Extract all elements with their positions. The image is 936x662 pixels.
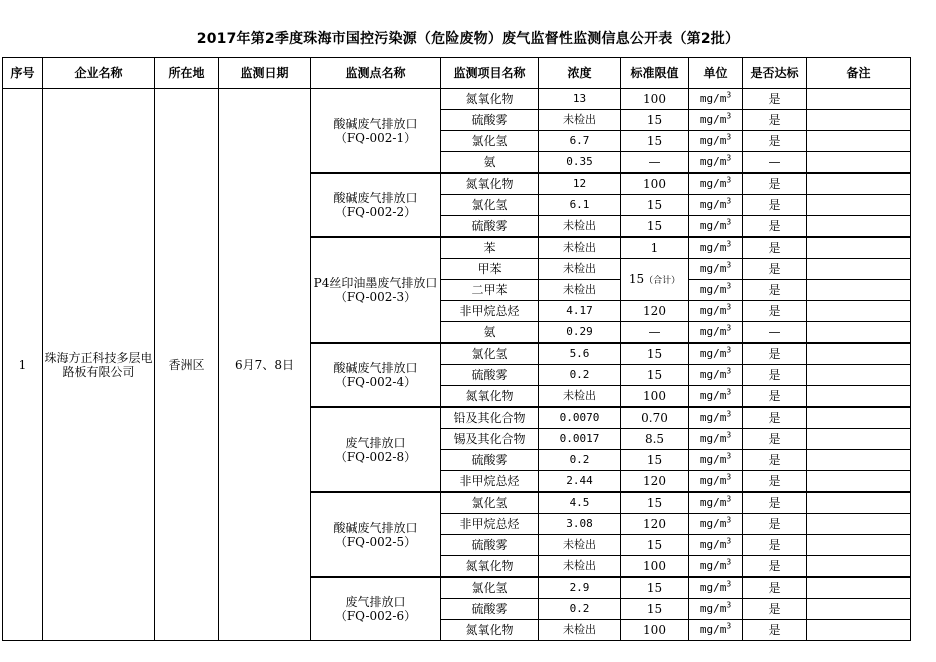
concentration-cell: 未检出 [539,280,621,301]
compliant-cell: 是 [743,259,807,280]
unit-base: mg/m [699,304,727,317]
limit-cell [621,259,689,301]
concentration-cell: 0.35 [539,152,621,174]
point-name: 废气排放口 [345,435,406,450]
unit-cell [689,301,743,322]
unit-base: mg/m [699,474,727,487]
point-code: （FQ-002-1） [334,130,417,145]
unit-base: mg/m [699,198,727,211]
header-limit: 标准限值 [621,58,689,89]
limit-value: 15 [628,271,645,286]
concentration-cell: 未检出 [539,535,621,556]
limit-cell: — [621,322,689,344]
item-cell: 硫酸雾 [441,216,539,238]
compliant-cell: 是 [743,280,807,301]
header-company: 企业名称 [43,58,155,89]
header-location: 所在地 [155,58,219,89]
remarks-cell [807,280,911,301]
concentration-cell: 未检出 [539,620,621,641]
remarks-cell [807,365,911,386]
concentration-cell: 0.2 [539,599,621,620]
limit-cell: 15 [621,216,689,238]
compliant-cell: 是 [743,195,807,216]
unit-base: mg/m [699,347,727,360]
concentration-cell: 未检出 [539,386,621,408]
unit-cell [689,535,743,556]
concentration-cell: 0.0017 [539,429,621,450]
unit-exponent: 3 [726,132,732,142]
monitoring-point-cell [311,237,441,343]
unit-exponent: 3 [726,600,732,610]
item-cell: 铅及其化合物 [441,407,539,429]
unit-exponent: 3 [726,579,732,589]
unit-exponent: 3 [726,515,732,525]
unit-cell [689,471,743,493]
remarks-cell [807,471,911,493]
unit-exponent: 3 [726,621,732,631]
limit-cell: 120 [621,301,689,322]
limit-cell: 15 [621,599,689,620]
limit-cell: 100 [621,386,689,408]
item-cell: 锡及其化合物 [441,429,539,450]
concentration-cell: 4.5 [539,492,621,514]
unit-exponent: 3 [726,494,732,504]
unit-base: mg/m [699,219,727,232]
item-cell: 氮氧化物 [441,173,539,195]
unit-exponent: 3 [726,302,732,312]
concentration-cell: 0.2 [539,450,621,471]
remarks-cell [807,343,911,365]
remarks-cell [807,599,911,620]
limit-cell: 15 [621,450,689,471]
concentration-cell: 未检出 [539,110,621,131]
header-seq: 序号 [3,58,43,89]
remarks-cell [807,429,911,450]
table-body [3,89,911,641]
unit-base: mg/m [699,92,727,105]
unit-cell [689,365,743,386]
remarks-cell [807,216,911,238]
unit-cell [689,173,743,195]
limit-cell: 8.5 [621,429,689,450]
item-cell: 硫酸雾 [441,450,539,471]
concentration-cell: 6.1 [539,195,621,216]
concentration-cell: 未检出 [539,556,621,578]
unit-cell [689,237,743,259]
remarks-cell [807,514,911,535]
monitoring-table [2,57,911,641]
unit-base: mg/m [699,538,727,551]
item-cell: 非甲烷总烃 [441,471,539,493]
remarks-cell [807,152,911,174]
header-date: 监测日期 [219,58,311,89]
unit-exponent: 3 [726,153,732,163]
remarks-cell [807,173,911,195]
unit-base: mg/m [699,368,727,381]
remarks-cell [807,492,911,514]
unit-exponent: 3 [726,557,732,567]
item-cell: 氯化氢 [441,131,539,152]
unit-cell [689,131,743,152]
point-name: 废气排放口 [345,595,406,609]
date-cell: 6月7、8日 [219,89,311,641]
unit-base: mg/m [699,389,727,402]
concentration-cell: 0.2 [539,365,621,386]
unit-base: mg/m [699,559,727,572]
unit-exponent: 3 [726,472,732,482]
point-code: （FQ-002-4） [334,375,417,389]
monitoring-point-cell [311,343,441,407]
remarks-cell [807,577,911,599]
item-cell: 硫酸雾 [441,365,539,386]
concentration-cell: 2.44 [539,471,621,493]
unit-cell [689,577,743,599]
item-cell: 苯 [441,237,539,259]
compliant-cell: 是 [743,450,807,471]
limit-cell: 100 [621,173,689,195]
remarks-cell [807,110,911,131]
item-cell: 氯化氢 [441,492,539,514]
limit-cell: 0.70 [621,407,689,429]
table-row [3,89,911,110]
seq-cell: 1 [3,89,43,641]
point-code: （FQ-002-3） [334,290,417,304]
monitoring-point-cell [311,173,441,237]
unit-cell [689,195,743,216]
unit-exponent: 3 [726,90,732,100]
compliant-cell: — [743,322,807,344]
point-name: 酸碱废气排放口 [333,520,418,535]
item-cell: 氨 [441,152,539,174]
compliant-cell: 是 [743,514,807,535]
compliant-cell: 是 [743,471,807,493]
unit-exponent: 3 [726,111,732,121]
unit-base: mg/m [699,113,727,126]
point-code: （FQ-002-8） [334,449,417,464]
limit-cell: 1 [621,237,689,259]
unit-cell [689,492,743,514]
compliant-cell: 是 [743,301,807,322]
remarks-cell [807,556,911,578]
unit-base: mg/m [699,155,727,168]
header-compliant: 是否达标 [743,58,807,89]
unit-exponent: 3 [726,217,732,227]
limit-cell: 15 [621,343,689,365]
limit-cell: 15 [621,365,689,386]
company-cell: 珠海方正科技多层电路板有限公司 [43,89,155,641]
unit-cell [689,216,743,238]
item-cell: 氮氧化物 [441,556,539,578]
unit-base: mg/m [699,623,727,636]
concentration-cell: 4.17 [539,301,621,322]
unit-cell [689,386,743,408]
monitoring-point-cell [311,407,441,492]
header-concentration: 浓度 [539,58,621,89]
item-cell: 氮氧化物 [441,620,539,641]
remarks-cell [807,620,911,641]
unit-exponent: 3 [726,345,732,355]
point-name: 酸碱废气排放口 [333,191,418,205]
document-title: 2017年第2季度珠海市国控污染源（危险废物）废气监督性监测信息公开表（第2批） [196,31,740,47]
compliant-cell: 是 [743,535,807,556]
compliant-cell: 是 [743,429,807,450]
concentration-cell: 未检出 [539,259,621,280]
remarks-cell [807,131,911,152]
unit-base: mg/m [699,602,727,615]
item-cell: 非甲烷总烃 [441,301,539,322]
point-code: （FQ-002-6） [334,609,417,623]
compliant-cell: 是 [743,620,807,641]
remarks-cell [807,450,911,471]
concentration-cell: 5.6 [539,343,621,365]
limit-cell: 100 [621,620,689,641]
item-cell: 甲苯 [441,259,539,280]
unit-cell [689,450,743,471]
limit-cell: 15 [621,492,689,514]
unit-base: mg/m [699,325,727,338]
header-unit: 单位 [689,58,743,89]
point-code: （FQ-002-2） [334,205,417,219]
unit-exponent: 3 [726,536,732,546]
item-cell: 硫酸雾 [441,110,539,131]
remarks-cell [807,259,911,280]
unit-base: mg/m [699,432,727,445]
item-cell: 氯化氢 [441,577,539,599]
item-cell: 氨 [441,322,539,344]
monitoring-point-cell [311,577,441,641]
unit-exponent: 3 [726,239,732,249]
unit-cell [689,407,743,429]
item-cell: 氮氧化物 [441,89,539,110]
unit-base: mg/m [699,283,727,296]
unit-cell [689,280,743,301]
limit-cell: 15 [621,195,689,216]
unit-cell [689,110,743,131]
item-cell: 非甲烷总烃 [441,514,539,535]
header-point: 监测点名称 [311,58,441,89]
location-cell: 香洲区 [155,89,219,641]
unit-exponent: 3 [726,366,732,376]
limit-cell: 15 [621,577,689,599]
monitoring-point-cell [311,492,441,577]
unit-exponent: 3 [726,451,732,461]
unit-exponent: 3 [726,430,732,440]
item-cell: 硫酸雾 [441,599,539,620]
unit-cell [689,514,743,535]
unit-cell [689,152,743,174]
compliant-cell: 是 [743,365,807,386]
unit-cell [689,599,743,620]
unit-cell [689,429,743,450]
unit-exponent: 3 [726,175,732,185]
concentration-cell: 未检出 [539,237,621,259]
monitoring-point-cell [311,89,441,174]
compliant-cell: 是 [743,556,807,578]
header-remarks: 备注 [807,58,911,89]
limit-cell: 120 [621,514,689,535]
header-row [3,58,911,89]
concentration-cell: 12 [539,173,621,195]
remarks-cell [807,195,911,216]
unit-cell [689,556,743,578]
concentration-cell: 0.29 [539,322,621,344]
unit-base: mg/m [699,581,727,594]
compliant-cell: 是 [743,131,807,152]
unit-base: mg/m [699,496,727,509]
item-cell: 二甲苯 [441,280,539,301]
unit-base: mg/m [699,411,727,424]
compliant-cell: 是 [743,173,807,195]
unit-base: mg/m [699,262,727,275]
compliant-cell: 是 [743,492,807,514]
limit-cell: 15 [621,131,689,152]
limit-cell: 100 [621,89,689,110]
point-name: 酸碱废气排放口 [333,361,418,375]
compliant-cell: 是 [743,237,807,259]
concentration-cell: 0.0070 [539,407,621,429]
compliant-cell: 是 [743,577,807,599]
unit-base: mg/m [699,134,727,147]
unit-exponent: 3 [726,196,732,206]
limit-note: （合计） [644,275,681,286]
compliant-cell: — [743,152,807,174]
compliant-cell: 是 [743,110,807,131]
item-cell: 氮氧化物 [441,386,539,408]
remarks-cell [807,535,911,556]
limit-cell: 15 [621,110,689,131]
compliant-cell: 是 [743,343,807,365]
compliant-cell: 是 [743,89,807,110]
unit-exponent: 3 [726,409,732,419]
unit-exponent: 3 [726,260,732,270]
unit-cell [689,89,743,110]
limit-cell: 120 [621,471,689,493]
concentration-cell: 2.9 [539,577,621,599]
remarks-cell [807,386,911,408]
unit-cell [689,259,743,280]
concentration-cell: 3.08 [539,514,621,535]
unit-base: mg/m [699,517,727,530]
unit-base: mg/m [699,453,727,466]
item-cell: 硫酸雾 [441,535,539,556]
item-cell: 氯化氢 [441,195,539,216]
limit-cell: — [621,152,689,174]
remarks-cell [807,322,911,344]
remarks-cell [807,301,911,322]
concentration-cell: 13 [539,89,621,110]
point-name: 酸碱废气排放口 [333,116,418,131]
item-cell: 氯化氢 [441,343,539,365]
unit-exponent: 3 [726,387,732,397]
unit-cell [689,343,743,365]
remarks-cell [807,89,911,110]
unit-cell [689,620,743,641]
limit-cell: 100 [621,556,689,578]
compliant-cell: 是 [743,386,807,408]
limit-cell: 15 [621,535,689,556]
compliant-cell: 是 [743,407,807,429]
compliant-cell: 是 [743,599,807,620]
compliant-cell: 是 [743,216,807,238]
concentration-cell: 6.7 [539,131,621,152]
unit-cell [689,322,743,344]
point-name: P4丝印油墨废气排放口 [313,276,438,290]
remarks-cell [807,407,911,429]
unit-base: mg/m [699,241,727,254]
remarks-cell [807,237,911,259]
header-item: 监测项目名称 [441,58,539,89]
unit-base: mg/m [699,177,727,190]
concentration-cell: 未检出 [539,216,621,238]
unit-exponent: 3 [726,323,732,333]
unit-exponent: 3 [726,281,732,291]
point-code: （FQ-002-5） [334,534,417,549]
